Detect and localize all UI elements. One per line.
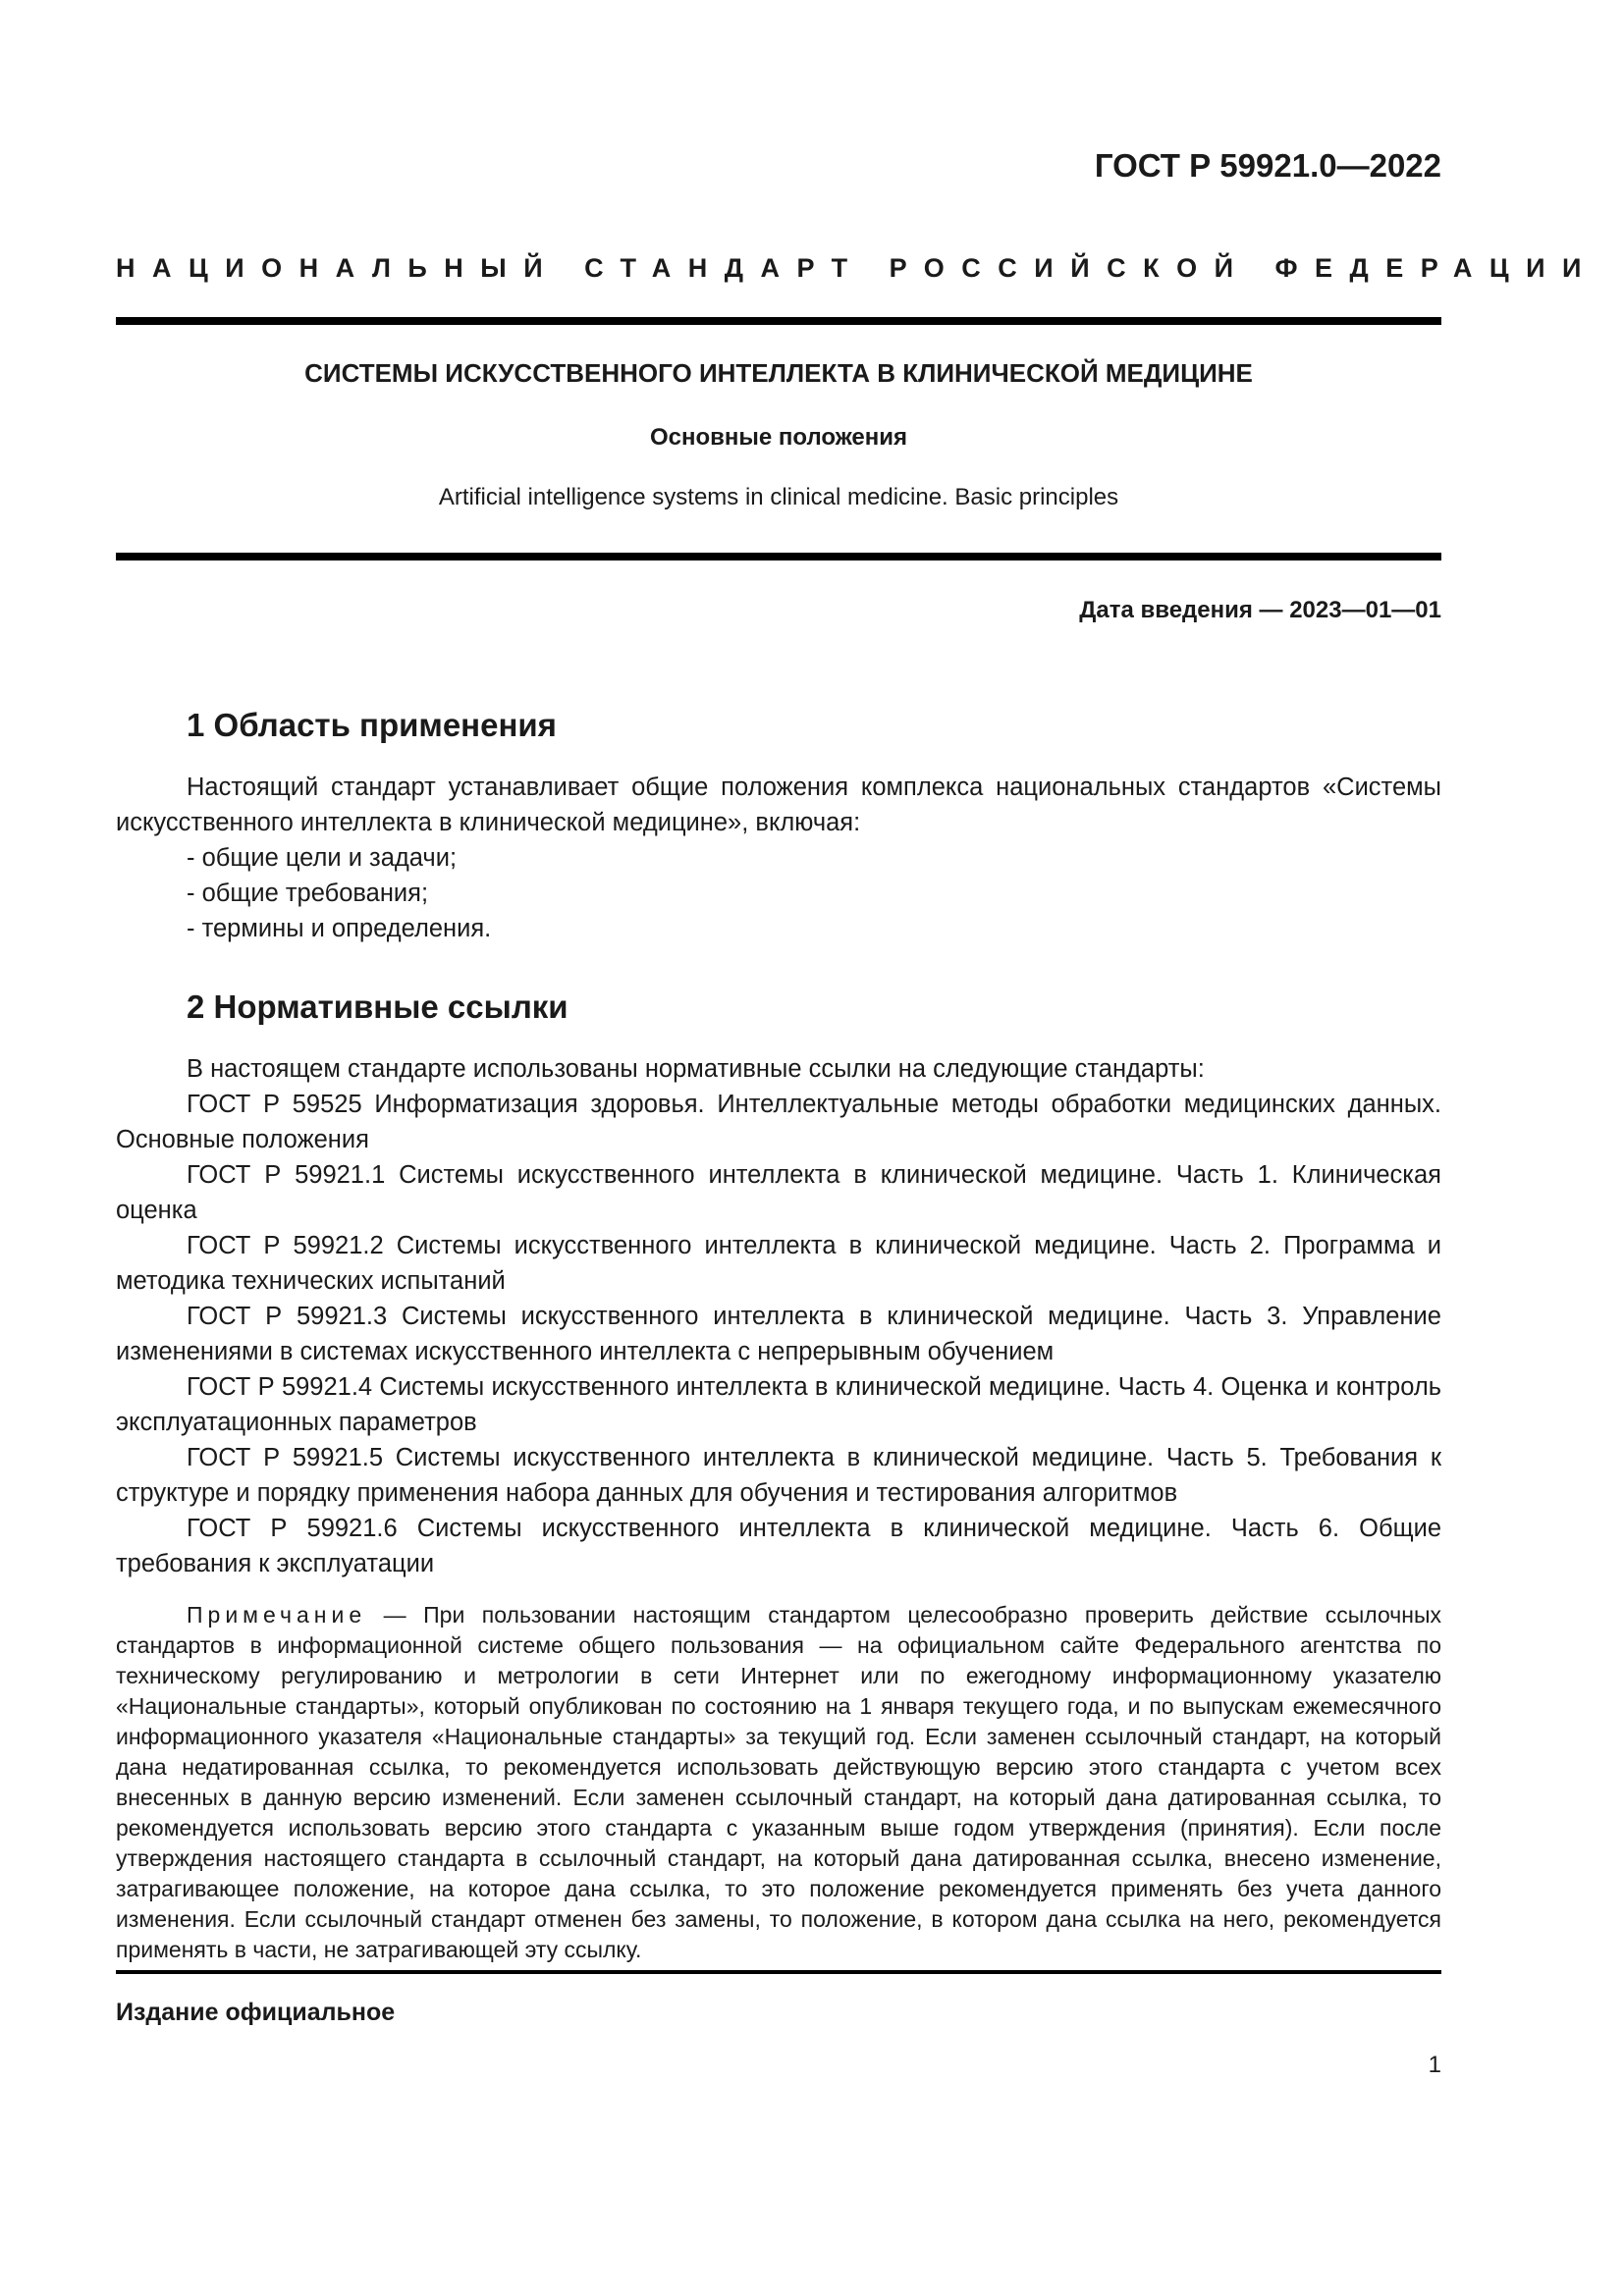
footer-rule bbox=[116, 1970, 1441, 1974]
reference-item: ГОСТ Р 59921.4 Системы искусственного интеллекта в клинической медицине. Часть 4. Оценка и контроль эксплуатационных параметров bbox=[116, 1373, 1441, 1436]
page-number: 1 bbox=[1428, 2052, 1441, 2078]
title-rule bbox=[116, 553, 1441, 561]
reference-item: ГОСТ Р 59921.2 Системы искусственного интеллекта в клинической медицине. Часть 2. Программа и методика технических испытаний bbox=[116, 1232, 1441, 1295]
section-1-paragraph: Настоящий стандарт устанавливает общие положения комплекса национальных стандартов «Системы искусственного интеллекта в клинической медицине», включая: bbox=[116, 774, 1441, 836]
document-title: СИСТЕМЫ ИСКУССТВЕННОГО ИНТЕЛЛЕКТА В КЛИНИЧЕСКОЙ МЕДИЦИНЕ bbox=[304, 358, 1253, 388]
reference-item: ГОСТ Р 59525 Информатизация здоровья. Интеллектуальные методы обработки медицинских данных. Основные положения bbox=[116, 1091, 1441, 1153]
list-item: - общие требования; bbox=[187, 880, 429, 907]
reference-item: ГОСТ Р 59921.1 Системы искусственного интеллекта в клинической медицине. Часть 1. Клиническая оценка bbox=[116, 1161, 1441, 1224]
section-2-body bbox=[116, 1051, 1441, 1581]
section-2-intro: В настоящем стандарте использованы нормативные ссылки на следующие стандарты: bbox=[187, 1055, 1205, 1083]
document-subtitle: Основные положения bbox=[649, 424, 908, 451]
section-2-heading: 2 Нормативные ссылки bbox=[187, 988, 568, 1025]
list-item: - общие цели и задачи; bbox=[187, 844, 458, 872]
note-label: Примечание bbox=[187, 1602, 367, 1628]
reference-item: ГОСТ Р 59921.5 Системы искусственного интеллекта в клинической медицине. Часть 5. Требования к структуре и порядку применения набора данных для обучения и тестирования алгоритмов bbox=[116, 1444, 1441, 1507]
header-rule bbox=[116, 317, 1441, 325]
section-1-body bbox=[116, 770, 1441, 946]
list-item: - термины и определения. bbox=[187, 915, 492, 942]
note-block bbox=[116, 1600, 1441, 1965]
official-edition-label: Издание официальное bbox=[116, 1999, 396, 2026]
standard-number: ГОСТ Р 59921.0—2022 bbox=[1094, 147, 1441, 184]
section-1-heading: 1 Область применения bbox=[187, 707, 557, 743]
english-title: Artificial intelligence systems in clinical medicine. Basic principles bbox=[438, 484, 1119, 510]
national-standard-banner: НАЦИОНАЛЬНЫЙ СТАНДАРТ РОССИЙСКОЙ ФЕДЕРАЦИИ bbox=[116, 253, 1598, 283]
reference-item: ГОСТ Р 59921.3 Системы искусственного интеллекта в клинической медицине. Часть 3. Управление изменениями в системах искусственного интеллекта с непрерывным обучением bbox=[116, 1303, 1441, 1365]
introduction-date: Дата введения — 2023—01—01 bbox=[1079, 597, 1441, 623]
note-text: — При пользовании настоящим стандартом целесообразно проверить действие ссылочных стандартов в информационной системе общего пользования — на официальном сайте Федерального агентства по техническому регулированию и метрологии в сети Интернет или по ежегодному информационному указателю «Национальные стандарты», который опубликован по состоянию на 1 января текущего года, и по выпускам ежемесячного информационного указателя «Национальные стандарты» за текущий год. Если заменен ссылочный стандарт, на который дана недатированная ссылка, то рекомендуется использовать действующую версию этого стандарта с учетом всех внесенных в данную версию изменений. Если заменен ссылочный стандарт, на который дана датированная ссылка, то рекомендуется использовать версию этого стандарта с указанным выше годом утверждения (принятия). Если после утверждения настоящего стандарта в ссылочный стандарт, на который дана датированная ссылка, внесено изменение, затрагивающее положение, на которое дана ссылка, то это положение рекомендуется применять без учета данного изменения. Если ссылочный стандарт отменен без замены, то положение, в котором дана ссылка на него, рекомендуется применять в части, не затрагивающей эту ссылку. bbox=[116, 1602, 1441, 1962]
reference-item: ГОСТ Р 59921.6 Системы искусственного интеллекта в клинической медицине. Часть 6. Общие требования к эксплуатации bbox=[116, 1515, 1441, 1577]
